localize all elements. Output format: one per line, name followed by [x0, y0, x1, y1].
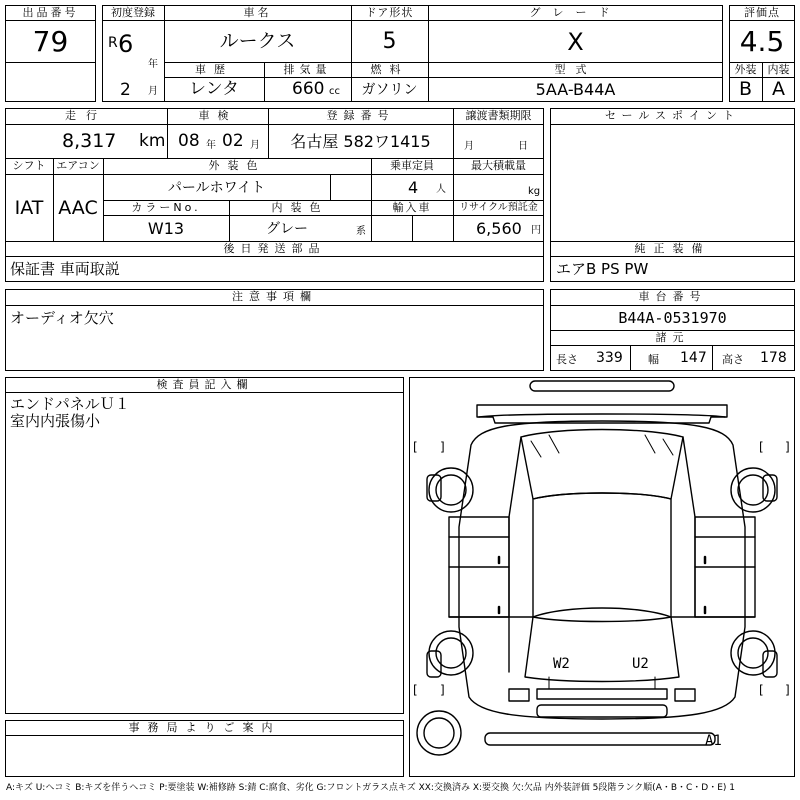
svg-text:[: [ — [759, 683, 764, 697]
svg-text:]: ] — [785, 440, 790, 454]
chassis-number: B44A-0531970 — [618, 309, 727, 327]
capacity-label: 乗車定員 — [390, 159, 434, 172]
exterior-label: 外装 — [734, 63, 757, 76]
transfer-deadline-label: 譲渡書類期限 — [465, 109, 532, 122]
caution-label: 注意事項欄 — [232, 290, 317, 303]
score-label: 評価点 — [744, 6, 780, 19]
car-name-label: 車名 — [243, 6, 272, 19]
lot-number-label: 出品番号 — [22, 6, 79, 19]
recycle-unit: 円 — [531, 225, 541, 236]
interior-grade: A — [772, 78, 785, 100]
max-load-unit: kg — [528, 186, 541, 197]
interior-label: 内装 — [767, 63, 790, 76]
inspection-label: 車検 — [198, 109, 237, 122]
exterior-grade: B — [738, 78, 753, 100]
damage-mark-a1: A1 — [705, 733, 722, 749]
displacement-label: 排気量 — [283, 63, 332, 76]
registration-number: 名古屋 582ワ1415 — [290, 132, 431, 151]
recycle-deposit: 6,560 — [476, 219, 522, 238]
svg-text:[: [ — [759, 440, 764, 454]
length-value: 339 — [596, 350, 623, 366]
damage-mark-u2: U2 — [632, 656, 649, 672]
later-parts: 保証書 車両取説 — [10, 260, 120, 278]
exterior-color: パールホワイト — [167, 180, 266, 196]
svg-text:[: [ — [413, 683, 418, 697]
inspection-year: 08 — [178, 131, 200, 151]
recycle-label: リサイクル預託金 — [459, 202, 538, 213]
interior-color-suffix: 系 — [356, 226, 366, 237]
inspection-month: 02 — [222, 131, 244, 151]
svg-text:[: [ — [413, 440, 418, 454]
door-type-label: ドア形状 — [365, 6, 414, 19]
fuel-label: 燃料 — [370, 63, 409, 76]
later-parts-label: 後日発送部品 — [223, 242, 326, 255]
svg-text:]: ] — [440, 683, 445, 697]
genuine-equipment-label: 純正装備 — [634, 242, 711, 255]
ac-label: エアコン — [56, 159, 100, 172]
shift-label: シフト — [12, 159, 46, 172]
era-prefix: R — [108, 35, 118, 51]
lot-number: 79 — [32, 25, 69, 58]
genuine-equipment: エアB PS PW — [556, 260, 649, 278]
grade: X — [567, 28, 584, 56]
air-conditioner: AAC — [58, 197, 98, 219]
registration-month: 2 — [120, 80, 131, 100]
history: レンタ — [189, 79, 239, 99]
width-label: 幅 — [648, 353, 659, 366]
month-unit: 月 — [148, 86, 158, 97]
length-label: 長さ — [556, 353, 578, 366]
svg-text:]: ] — [440, 440, 445, 454]
displacement-unit: cc — [329, 86, 340, 97]
damage-code-legend: A:キズ U:ヘコミ B:キズを伴うヘコミ P:要塗装 W:補修跡 S:錆 C:腐食、劣化 G:フロントガラス点キズ XX:交換済み X:要交換 欠:欠品 内外装評価 5段階ランク順(A・B・C・D・E) 1 — [6, 783, 736, 793]
damage-mark-w2: W2 — [553, 656, 570, 672]
inspector-note-2: 室内内張傷小 — [10, 412, 101, 430]
mileage: 8,317 — [62, 130, 117, 152]
mileage-label: 走行 — [65, 109, 107, 122]
height-value: 178 — [760, 350, 787, 366]
mileage-unit: km — [139, 131, 166, 151]
transfer-month-unit: 月 — [464, 141, 474, 152]
inspector-note-1: エンドパネルＵ１ — [10, 395, 130, 413]
car-damage-diagram — [409, 377, 795, 777]
interior-color-label: 内装色 — [271, 201, 329, 214]
year-unit: 年 — [148, 59, 158, 70]
displacement: 660 — [292, 79, 325, 99]
caution-note: オーディオ欠穴 — [10, 309, 114, 327]
inspection-month-unit: 月 — [250, 140, 260, 151]
svg-text:]: ] — [785, 683, 790, 697]
first-registration-label: 初度登録 — [111, 6, 155, 19]
history-label: 車歴 — [195, 63, 233, 76]
width-value: 147 — [680, 350, 707, 366]
exterior-color-label: 外装色 — [208, 159, 266, 172]
color-number: W13 — [147, 219, 185, 238]
color-number-label: カラーNo. — [131, 201, 201, 214]
grade-label: グレード — [529, 6, 622, 19]
height-label: 高さ — [722, 353, 744, 366]
chassis-label: 車台番号 — [638, 290, 707, 303]
transfer-day-unit: 日 — [518, 141, 528, 152]
sales-points-label: セールスポイント — [604, 109, 740, 122]
specs-label: 諸元 — [655, 331, 690, 344]
model-code: 5AA-B44A — [535, 80, 616, 99]
shift: IAT — [14, 197, 44, 219]
capacity-unit: 人 — [436, 184, 446, 195]
inspector-label: 検査員記入欄 — [156, 378, 253, 391]
registration-year: 6 — [118, 30, 134, 58]
max-load-label: 最大積載量 — [471, 159, 526, 172]
import-label: 輸入車 — [392, 201, 432, 214]
inspection-year-unit: 年 — [206, 140, 216, 151]
office-label: 事務局よりご案内 — [128, 721, 281, 734]
registration-label: 登録番号 — [326, 109, 395, 122]
door-count: 5 — [382, 29, 397, 54]
fuel: ガソリン — [361, 82, 418, 98]
overall-score: 4.5 — [739, 25, 785, 58]
interior-color: グレー — [266, 221, 308, 237]
car-name: ルークス — [219, 30, 296, 52]
model-label: 型式 — [554, 63, 597, 76]
capacity: 4 — [408, 178, 419, 197]
